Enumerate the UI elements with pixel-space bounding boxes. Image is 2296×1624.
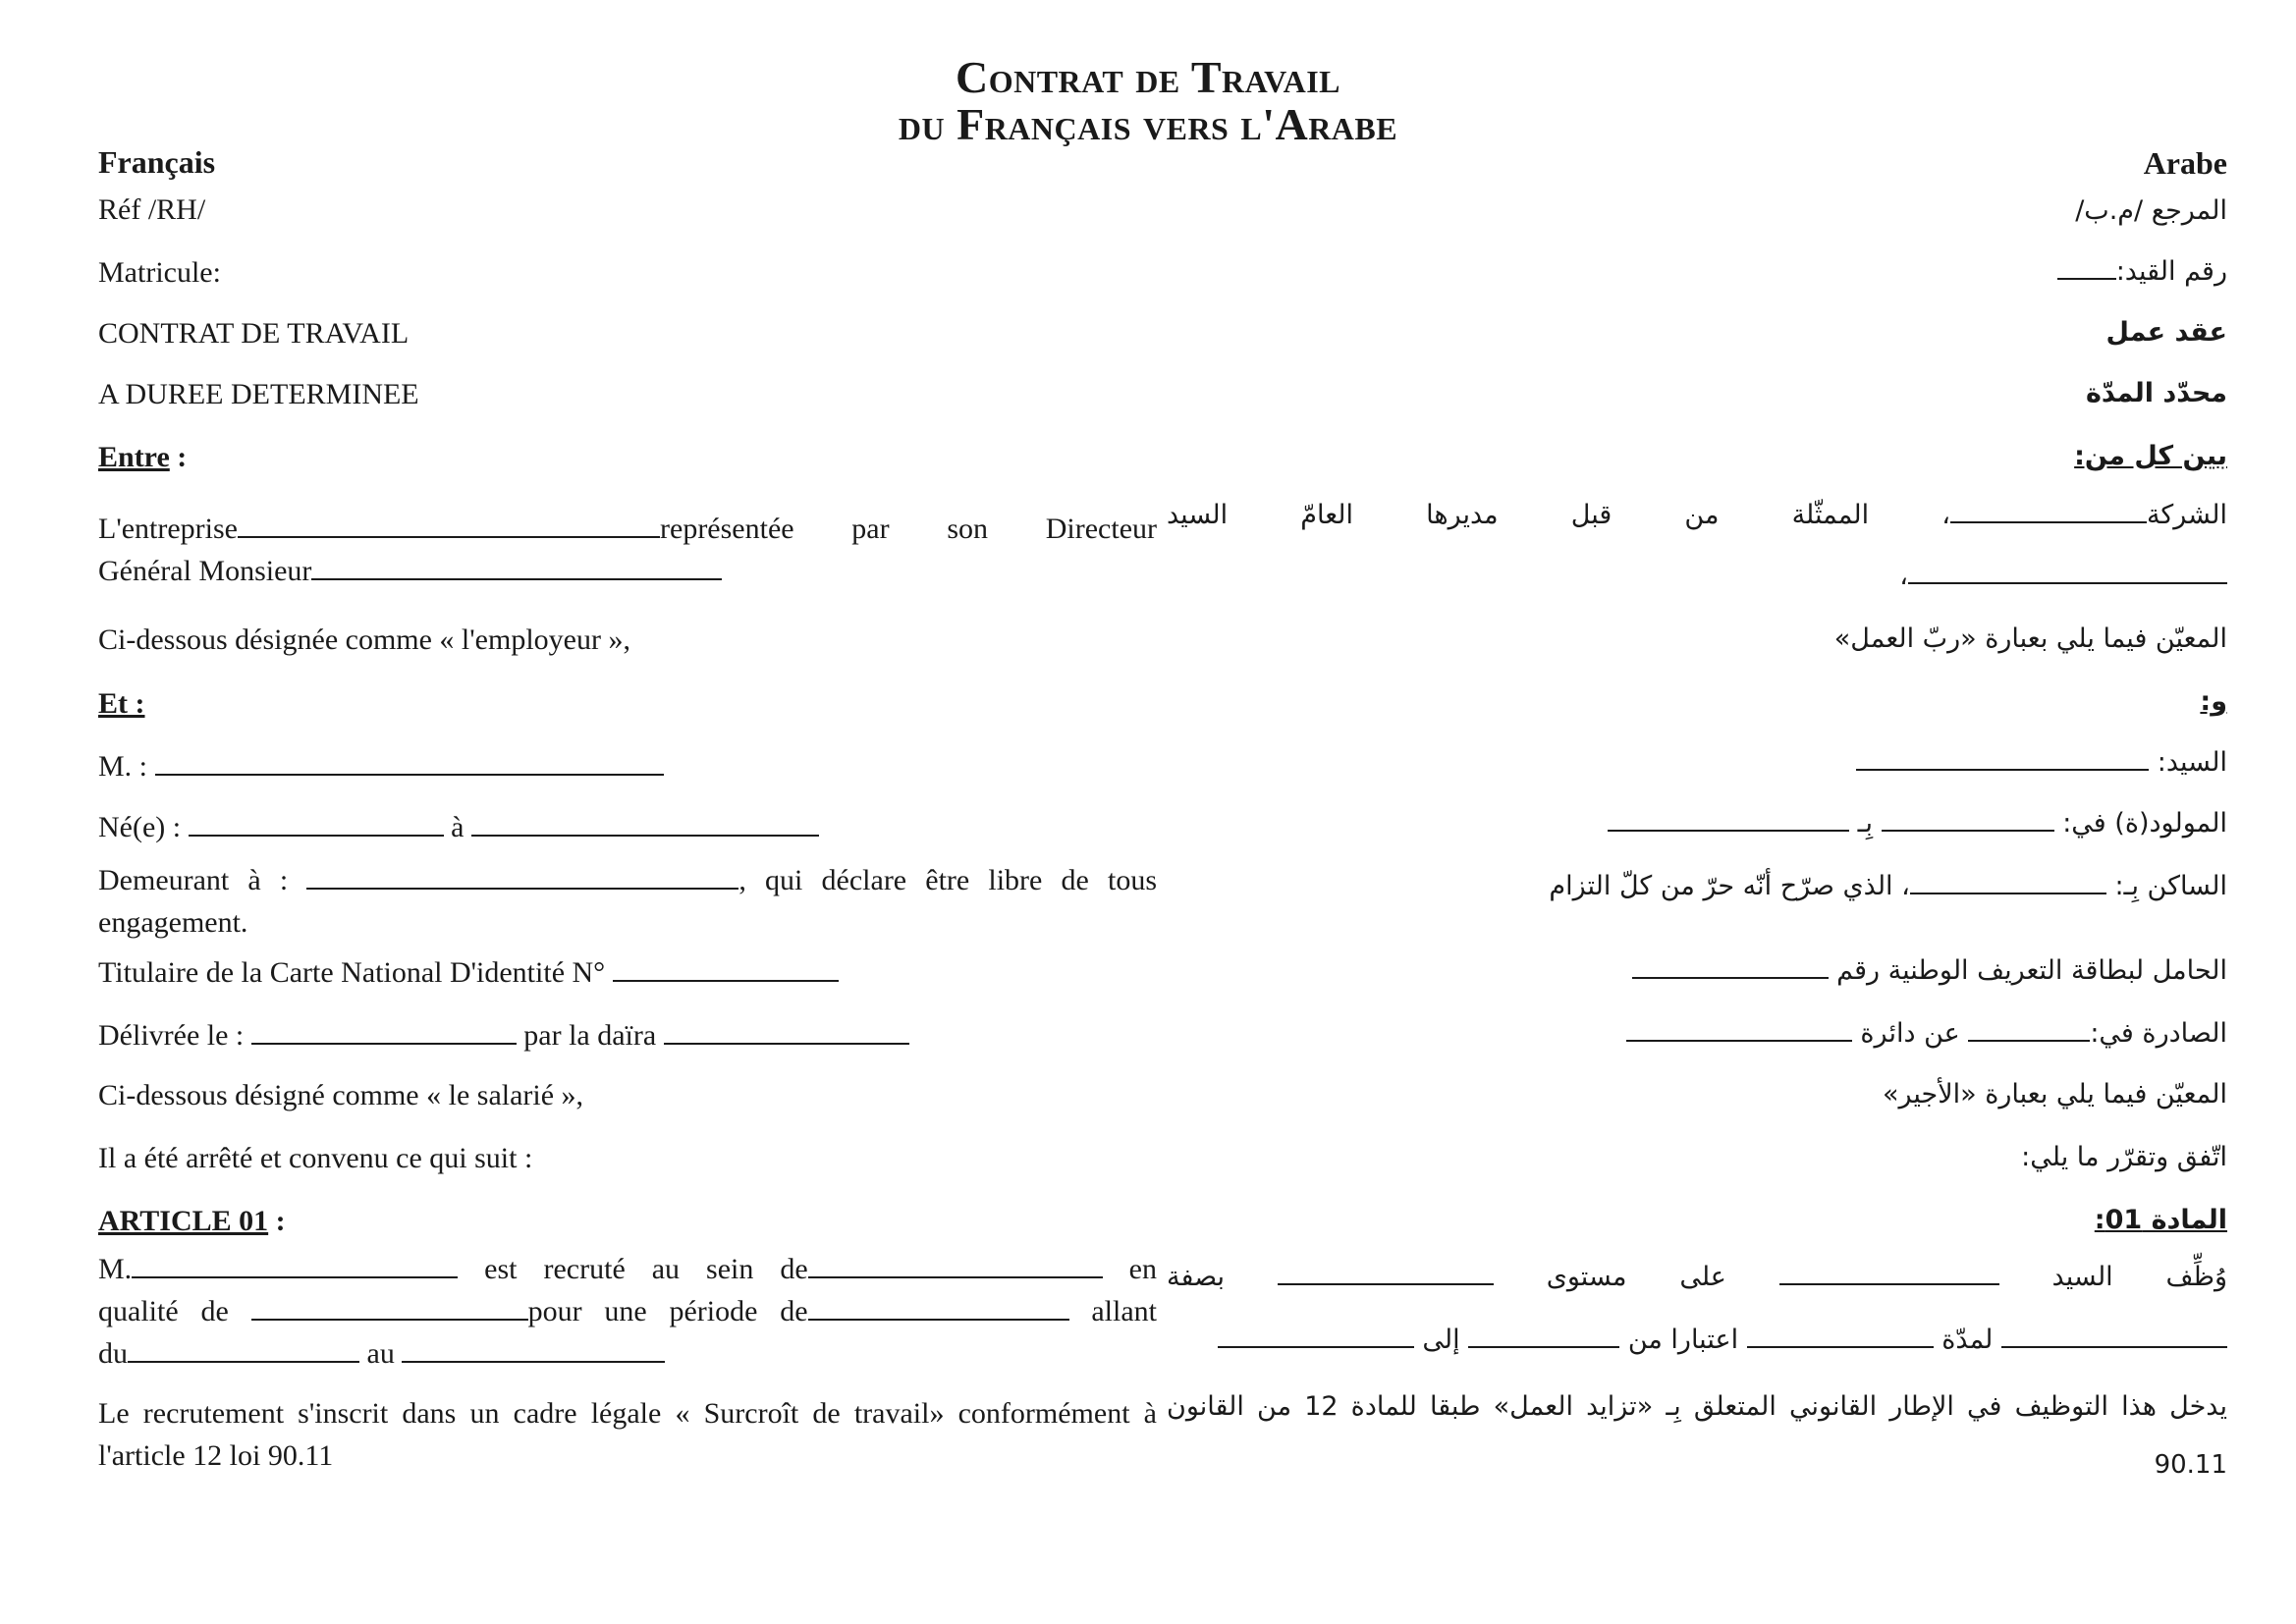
- ar-article-line2: [1167, 1318, 2227, 1362]
- fr-demeurant-text: , qui déclare être libre de tous engagement.: [98, 864, 1157, 939]
- fr-entreprise-blank[interactable]: [238, 507, 660, 538]
- ar-daira-blank[interactable]: [1626, 1013, 1852, 1042]
- ar-ne-row: [1167, 801, 2227, 845]
- ar-ila: إلى: [1413, 1325, 1469, 1355]
- ar-law-number: 90.11: [2154, 1450, 2227, 1480]
- document-title-line2: du Français vers l'Arabe: [898, 99, 1398, 149]
- fr-demeurant-blank[interactable]: [306, 858, 738, 890]
- ar-ala: على مستوى: [1493, 1262, 1779, 1292]
- fr-ne-place-blank[interactable]: [471, 805, 819, 837]
- ar-sakin-row: [1167, 864, 2227, 908]
- ar-contrat-heading: عقد عمل: [2105, 317, 2227, 348]
- fr-duree-heading: A DUREE DETERMINEE: [98, 378, 419, 410]
- fr-art-from-blank[interactable]: [128, 1331, 359, 1363]
- fr-art-periode: pour une période de: [527, 1295, 808, 1327]
- fr-art-du: du: [98, 1337, 128, 1370]
- fr-delivree-date-blank[interactable]: [251, 1013, 517, 1045]
- ar-ittafaq: اتّفق وتقرّر ما يلي:: [2021, 1142, 2227, 1172]
- fr-et-label: Et :: [98, 687, 145, 720]
- ar-employeur: المعيّن فيما يلي بعبارة «ربّ العمل»: [1833, 623, 2227, 654]
- fr-ne-row: [98, 805, 1157, 848]
- fr-matricule: Matricule:: [98, 256, 221, 289]
- ar-entreprise-line1: [1167, 493, 2227, 537]
- fr-entreprise-line2: [98, 549, 1157, 592]
- ar-art-post-blank[interactable]: [2001, 1320, 2227, 1348]
- fr-ne-a: à: [443, 811, 471, 843]
- fr-arrete: Il a été arrêté et convenu ce qui suit :: [98, 1142, 533, 1174]
- ar-entre-label: بين كل من:: [2074, 441, 2227, 471]
- fr-article-label: ARTICLE 01: [98, 1205, 269, 1237]
- fr-art-post-blank[interactable]: [251, 1289, 528, 1321]
- fr-m-label: M. :: [98, 750, 155, 783]
- ar-entreprise-label: الشركة: [2146, 500, 2227, 530]
- fr-directeur-label: Général Monsieur: [98, 555, 312, 587]
- fr-article-line2: [98, 1289, 1157, 1332]
- fr-ne-date-blank[interactable]: [189, 805, 444, 837]
- ar-m-label: السيد:: [2149, 747, 2227, 778]
- ar-art-name-blank[interactable]: [1779, 1257, 1999, 1285]
- ar-m-blank[interactable]: [1856, 742, 2149, 771]
- fr-recrutement: Le recrutement s'inscrit dans un cadre légale « Surcroît de travail» conformément à l'article 12 loi 90.11: [98, 1397, 1157, 1472]
- ar-ne-label: المولود(ة) في:: [2053, 808, 2227, 839]
- fr-ref: Réf /RH/: [98, 193, 206, 226]
- fr-cni-blank[interactable]: [613, 950, 839, 982]
- ar-art-period-blank[interactable]: [1747, 1320, 1934, 1348]
- ar-law-row: [1167, 1443, 2227, 1488]
- fr-art-to-blank[interactable]: [402, 1331, 665, 1363]
- ar-bisifa: بصفة: [1167, 1262, 1278, 1292]
- ar-yadkhul: يدخل هذا التوظيف في الإطار القانوني المتعلق بِـ «تزايد العمل» طبقا للمادة 12 من القانون: [1167, 1391, 2227, 1422]
- fr-contrat-heading: CONTRAT DE TRAVAIL: [98, 317, 410, 350]
- ar-et-label: و:: [2200, 686, 2227, 717]
- document-title-line1: Contrat de Travail: [955, 52, 1341, 102]
- fr-art-qualite: qualité de: [98, 1295, 251, 1327]
- fr-ne-label: Né(e) :: [98, 811, 189, 843]
- fr-art-en: en: [1102, 1253, 1157, 1285]
- ar-wuzzif: وُظِّف السيد: [1998, 1262, 2227, 1292]
- fr-entre-label: Entre: [98, 441, 170, 473]
- ar-sakin-label: الساكن بِـ:: [2105, 871, 2227, 901]
- ar-hamil-row: [1167, 948, 2227, 993]
- fr-entreprise-line1: [98, 507, 1157, 550]
- ar-entreprise-represent: ، الممثّلة من قبل مديرها العامّ السيد: [1167, 500, 1950, 530]
- fr-entreprise-label: L'entreprise: [98, 513, 239, 545]
- ar-art-from-blank[interactable]: [1468, 1320, 1619, 1348]
- fr-art-au: au: [359, 1337, 403, 1370]
- fr-directeur-blank[interactable]: [311, 549, 722, 580]
- french-column-header: Français: [98, 144, 216, 180]
- ar-duree-heading: محدّد المدّة: [2085, 378, 2227, 408]
- ar-m-row: [1167, 740, 2227, 785]
- ar-ne-date-blank[interactable]: [1882, 803, 2054, 832]
- ar-sakin-text: ، الذي صرّح أنّه حرّ من كلّ التزام: [1549, 871, 1910, 901]
- ar-directeur-blank[interactable]: [1908, 556, 2227, 584]
- ar-matricule-blank[interactable]: [2057, 251, 2116, 280]
- ar-entreprise-blank[interactable]: [1950, 495, 2147, 523]
- fr-entre-colon: :: [169, 441, 188, 473]
- fr-m-row: [98, 744, 1157, 787]
- fr-art-period-blank[interactable]: [808, 1289, 1069, 1321]
- ar-entreprise-line2: [1167, 554, 2227, 598]
- fr-delivree-row: [98, 1013, 1157, 1056]
- fr-article-line3: [98, 1331, 1157, 1375]
- ar-cni-blank[interactable]: [1632, 950, 1829, 979]
- ar-hamil-label: الحامل لبطاقة التعريف الوطنية رقم: [1828, 955, 2227, 986]
- ar-madda-label: المادة 01:: [2094, 1205, 2227, 1235]
- ar-art-company-blank[interactable]: [1278, 1257, 1494, 1285]
- fr-art-m: M.: [98, 1253, 133, 1285]
- fr-m-blank[interactable]: [155, 744, 664, 776]
- fr-delivree-label: Délivrée le :: [98, 1019, 251, 1052]
- ar-itibaran: اعتبارا من: [1619, 1325, 1747, 1355]
- fr-salarie: Ci-dessous désigné comme « le salarié »,: [98, 1079, 584, 1111]
- ar-art-to-blank[interactable]: [1218, 1320, 1414, 1348]
- fr-art-recrute: est recruté au sein de: [458, 1253, 808, 1285]
- ar-sadira-blank[interactable]: [1968, 1013, 2090, 1042]
- arabic-column-header: Arabe: [2143, 145, 2227, 181]
- fr-article-row: [98, 1200, 1157, 1242]
- ar-sakin-blank[interactable]: [1910, 866, 2106, 894]
- fr-entreprise-represent: représentée par son Directeur: [660, 513, 1157, 545]
- fr-titulaire-row: [98, 950, 1157, 994]
- fr-article-line1: [98, 1247, 1157, 1290]
- ar-ref: المرجع /م.ب/: [2075, 195, 2227, 226]
- fr-demeurant-label: Demeurant à :: [98, 864, 307, 896]
- ar-comma: ،: [1899, 561, 1908, 591]
- fr-daira-blank[interactable]: [664, 1013, 909, 1045]
- ar-sadira-label: الصادرة في:: [2090, 1018, 2227, 1049]
- ar-ajir: المعيّن فيما يلي بعبارة «الأجير»: [1882, 1079, 2227, 1110]
- fr-entre-row: [98, 436, 1157, 478]
- fr-demeurant: [98, 858, 1157, 944]
- fr-daira-label: par la daïra: [516, 1019, 664, 1052]
- ar-matricule-row: [1167, 249, 2227, 294]
- fr-art-allant: allant: [1068, 1295, 1158, 1327]
- ar-daira-label: عن دائرة: [1851, 1018, 1969, 1049]
- ar-article-line1: [1167, 1255, 2227, 1299]
- fr-titulaire-label: Titulaire de la Carte National D'identité N°: [98, 956, 613, 989]
- fr-employeur: Ci-dessous désignée comme « l'employeur »,: [98, 623, 630, 656]
- ar-lmudda: لمدّة: [1933, 1325, 2001, 1355]
- ar-ne-place-blank[interactable]: [1608, 803, 1849, 832]
- ar-ne-b: بِـ: [1849, 808, 1882, 839]
- fr-art-name-blank[interactable]: [132, 1247, 458, 1278]
- fr-article-colon: :: [268, 1205, 286, 1237]
- fr-art-company-blank[interactable]: [808, 1247, 1103, 1278]
- ar-sadira-row: [1167, 1011, 2227, 1056]
- ar-matricule-label: رقم القيد:: [2115, 256, 2227, 287]
